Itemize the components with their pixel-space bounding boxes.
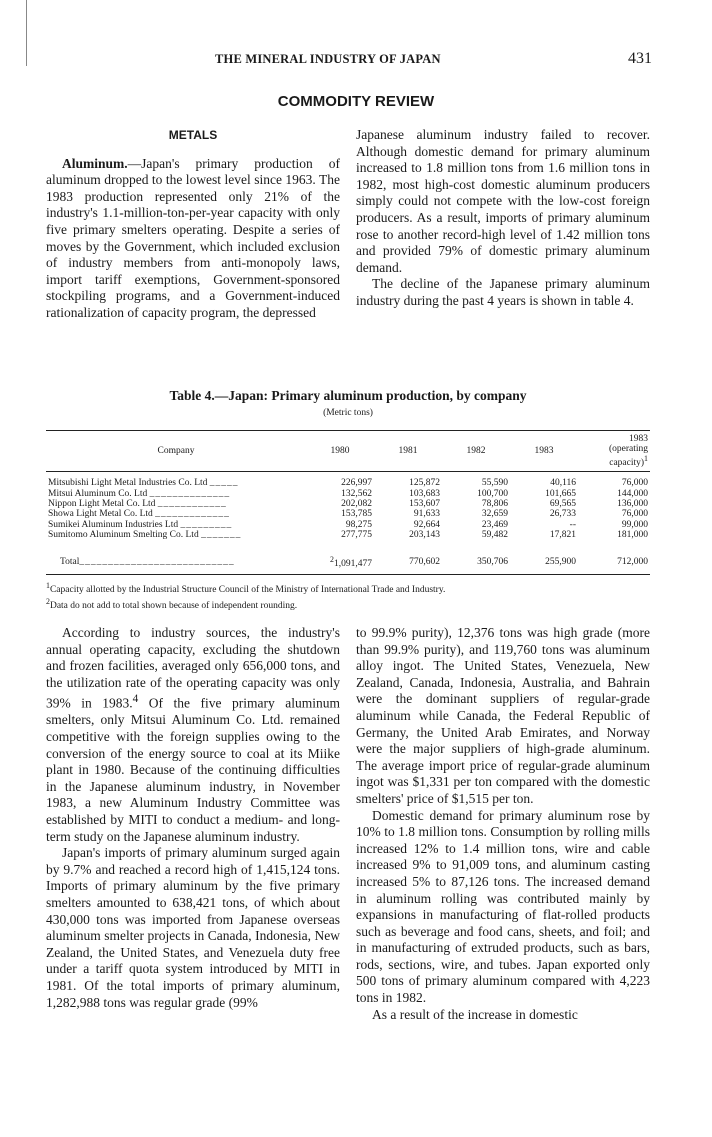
value-cell: 76,000 xyxy=(621,478,648,489)
table-row xyxy=(46,530,650,540)
bottom-left-column xyxy=(46,625,340,1011)
table-row xyxy=(46,499,650,509)
footnote: $^2$Data do not add to total shown because of independent rounding. xyxy=(46,597,298,612)
value-cell: 136,000 xyxy=(617,498,648,509)
value-cell: 770,602 xyxy=(409,556,440,567)
value-cell: 17,821 xyxy=(549,530,576,541)
paragraph: Japan's imports of primary aluminum surged again by 9.7% and reached a record high of 1,415,124 tons. Imports of primary aluminum by the five primary smelters amounted to 638,421 tons, of which about 430,000 tons was imported from Japanese overseas aluminum smelter projects in Canada, Indonesia, New Zealand, the United States, and Venezuela duty free under a tariff quota system introduced by MITI in 1981. Of the total imports of primary aluminum, 1,282,988 tons was regular grade (99% xyxy=(46,845,340,1010)
value-cell: $^2$1,091,477 xyxy=(330,554,372,569)
reference-mark: 4 xyxy=(132,693,139,706)
table-header-row xyxy=(46,431,650,472)
bottom-right-column xyxy=(356,625,650,1023)
paragraph: Japanese aluminum industry failed to recover. Although domestic demand for primary aluminum increased to 1.8 million tons from 1.6 million tons in 1982, most high-cost domestic aluminum producers simply could not compete with the low-cost foreign producers. As a result, imports of primary aluminum rose to another record-high level of 1.42 million tons and provided 79% of domestic primary aluminum demand. xyxy=(356,127,650,275)
value-cell: 132,562 xyxy=(341,488,372,499)
value-cell: 91,633 xyxy=(413,509,440,520)
company-cell: Mitsubishi Light Metal Industries Co. Ltd _____ xyxy=(48,478,239,489)
value-cell: 69,565 xyxy=(549,498,576,509)
paragraph: Domestic demand for primary aluminum rose by 10% to 1.8 million tons. Consumption by rolling mills increased 12% to 1.4 million tons, wire and cable increased 9% to 91,009 tons, and aluminum casting increased 5% to 87,126 tons. The increased demand in aluminum rolling was contributed mainly by expansions in manufacturing of flat-rolled products such as beverage and food cans, sheets, and foil; and in manufacturing of extruded products, such as bars, rods, sections, wire, and tubes. Japan exported only 500 tons of primary aluminum compared with 4,223 tons in 1982. xyxy=(356,807,650,1006)
page-number: 431 xyxy=(628,50,652,67)
footnote: $^1$Capacity allotted by the Industrial Structure Council of the Ministry of International Trade and Industry. xyxy=(46,581,446,596)
value-cell: 59,482 xyxy=(481,530,508,541)
table-row xyxy=(46,509,650,519)
total-label-cell: Total___________________________ xyxy=(60,556,235,567)
section-title: COMMODITY REVIEW xyxy=(277,93,435,110)
paragraph: to 99.9% purity), 12,376 tons was high grade (more than 99.9% purity), and 119,760 tons was aluminum alloy ingot. The United States, Venezuela, New Zealand, Canada, Indonesia, Australia, and Bahrain were the dominant suppliers of regular-grade aluminum while Canada, the Federal Republic of Germany, the United Arab Emirates, and Norway were the major suppliers of high-grade aluminum. The average import price of regular-grade aluminum ingot was $1,331 per ton compared with the domestic smelters' price of $1,515 per ton. xyxy=(356,625,650,806)
table-footnotes xyxy=(46,580,650,612)
running-title: THE MINERAL INDUSTRY OF JAPAN xyxy=(215,52,441,66)
page-header xyxy=(0,52,712,74)
value-cell: 277,775 xyxy=(341,530,372,541)
paragraph: According to industry sources, the industry's annual operating capacity, excluding the shutdown and frozen facilities, averaged only 656,000 tons, and the utilization rate of the operating capacity was only 39% in 1983.$^4$ Of the five primary aluminum smelters, only Mitsui Aluminum Co. Ltd. remained competitive with the foreign supplies owing to the conversion of the energy source to coal at its Miike plant in 1980. Because of the continuing difficulties in the Japanese aluminum industry, in November 1983, a new Aluminum Industry Committee was established by MITI to conduct a medium- and long-term study on the Japanese aluminum industry. xyxy=(46,625,340,844)
table-row xyxy=(46,520,650,530)
value-cell: 100,700 xyxy=(477,488,508,499)
header-1982: 1982 xyxy=(466,446,486,457)
value-cell: 78,806 xyxy=(481,498,508,509)
value-cell: 255,900 xyxy=(545,556,576,567)
table-row xyxy=(46,489,650,499)
aluminum-runin-heading: Aluminum. xyxy=(62,155,128,171)
table-block xyxy=(46,388,650,612)
production-table xyxy=(46,430,650,575)
header-1980: 1980 xyxy=(330,446,350,457)
table-title: Table 4.—Japan: Primary aluminum production, by company xyxy=(169,388,527,403)
value-cell: 99,000 xyxy=(621,519,648,530)
footnote-mark: 1 xyxy=(644,454,648,463)
value-cell: 125,872 xyxy=(409,478,440,489)
company-cell: Showa Light Metal Co. Ltd _____________ xyxy=(48,509,230,520)
value-cell: 103,683 xyxy=(409,488,440,499)
value-cell: 92,664 xyxy=(413,519,440,530)
top-left-column xyxy=(46,127,340,322)
value-cell: 203,143 xyxy=(409,530,440,541)
company-cell: Sumikei Aluminum Industries Ltd _________ xyxy=(48,519,233,530)
aluminum-intro-paragraph xyxy=(46,156,340,322)
value-cell: 181,000 xyxy=(617,530,648,541)
value-cell: 23,469 xyxy=(481,519,508,530)
metals-heading: METALS xyxy=(168,128,218,142)
paragraph: The decline of the Japanese primary aluminum industry during the past 4 years is shown in table 4. xyxy=(356,276,650,308)
aluminum-intro-text: —Japan's primary production of aluminum dropped to the lowest level since 1963. The 1983 production represented only 21% of the industry's 1.1-million-ton-per-year capacity with only five primary smelters operating. Despite a series of moves by the Government, which included exclusion of industry members from anti-monopoly laws, import tariff exemptions, Government-sponsored stockpiling programs, and a Government-induced rationalization of capacity program, the depressed xyxy=(46,155,340,320)
value-cell: 202,082 xyxy=(341,498,372,509)
company-cell: Mitsui Aluminum Co. Ltd ______________ xyxy=(48,488,231,499)
value-cell: 76,000 xyxy=(621,509,648,520)
value-cell: 350,706 xyxy=(477,556,508,567)
header-company: Company xyxy=(157,446,195,457)
value-cell: 26,733 xyxy=(549,509,576,520)
value-cell: 40,116 xyxy=(550,478,576,489)
header-capacity: 1983 (operating capacity)$^1$ xyxy=(608,434,648,469)
value-cell: 101,665 xyxy=(545,488,576,499)
header-1981: 1981 xyxy=(398,446,418,457)
value-cell: 153,607 xyxy=(409,498,440,509)
value-cell: 153,785 xyxy=(341,509,372,520)
value-cell: -- xyxy=(569,519,576,530)
table-units: (Metric tons) xyxy=(323,408,373,418)
table-row xyxy=(46,472,650,489)
paragraph: As a result of the increase in domestic xyxy=(372,1006,578,1022)
value-cell: 98,275 xyxy=(345,519,372,530)
company-cell: Sumitomo Aluminum Smelting Co. Ltd _______ xyxy=(48,530,242,541)
value-cell: 32,659 xyxy=(481,509,508,520)
top-right-column xyxy=(356,127,650,310)
company-cell: Nippon Light Metal Co. Ltd ____________ xyxy=(48,498,227,509)
value-cell: 712,000 xyxy=(617,556,648,567)
total-row xyxy=(46,545,650,575)
header-1983: 1983 xyxy=(534,446,554,457)
value-cell: 144,000 xyxy=(617,488,648,499)
value-cell: 226,997 xyxy=(341,478,372,489)
value-cell: 55,590 xyxy=(481,478,508,489)
table-body xyxy=(46,472,650,575)
